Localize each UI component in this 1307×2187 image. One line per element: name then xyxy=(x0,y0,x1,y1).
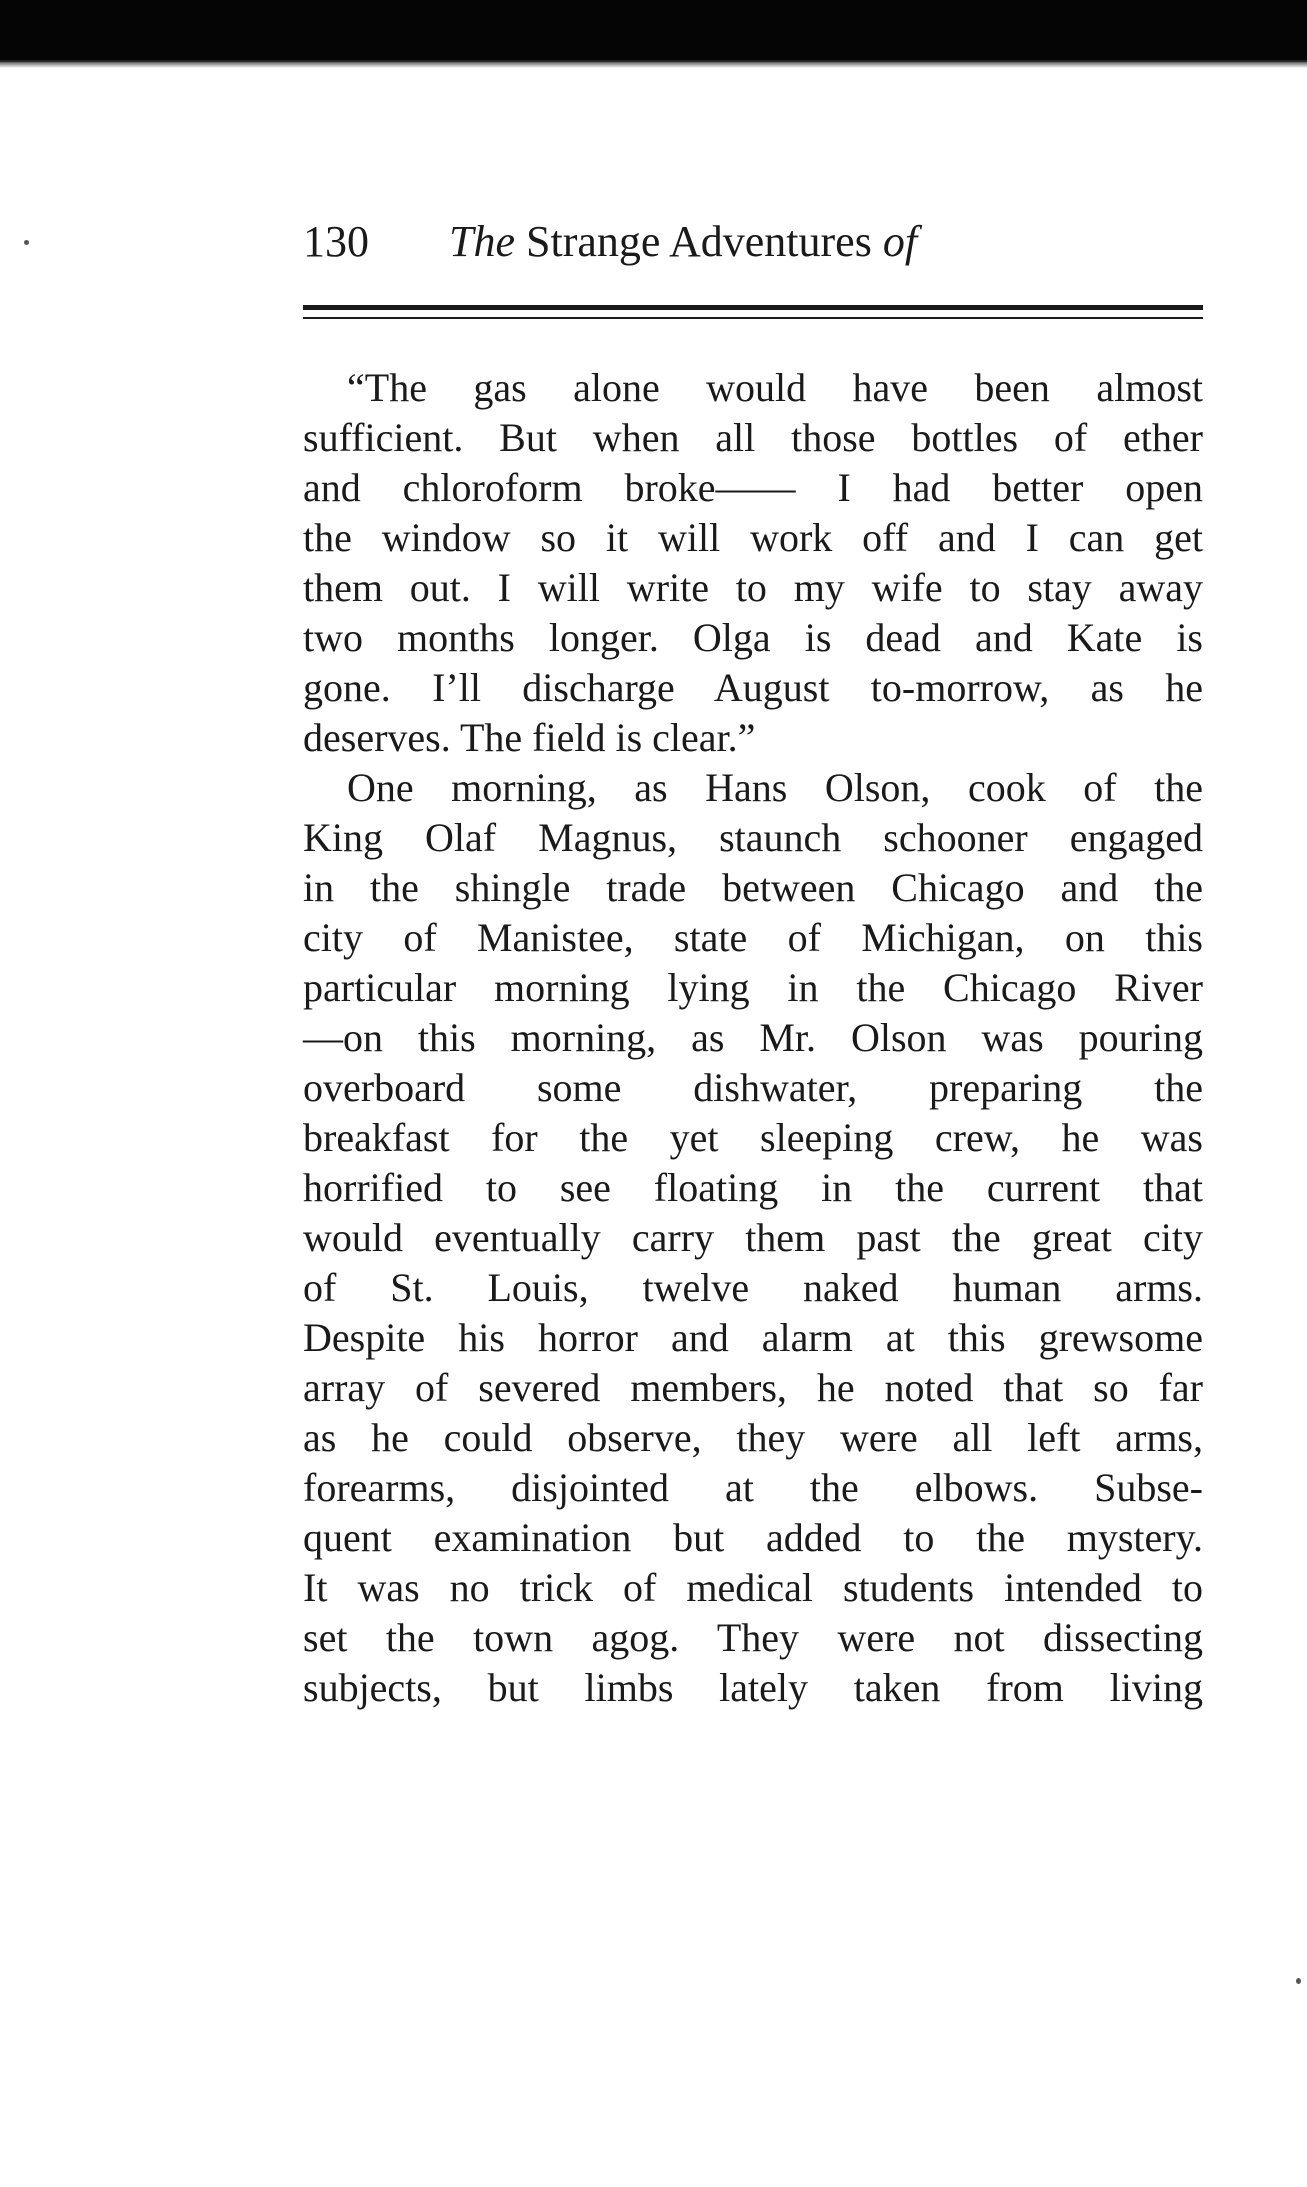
text-line: and chloroform broke—— I had better open xyxy=(303,465,1203,510)
head-rule-thin xyxy=(303,317,1203,319)
body-text xyxy=(303,363,1203,1713)
text-line: —on this morning, as Mr. Olson was pouring xyxy=(303,1015,1203,1060)
text-line: It was no trick of medical students intended to xyxy=(303,1565,1203,1610)
running-head-title-prefix: The xyxy=(449,217,515,266)
text-line: in the shingle trade between Chicago and the xyxy=(303,865,1203,910)
text-line: them out. I will write to my wife to stay away xyxy=(303,565,1203,610)
scan-speck xyxy=(24,240,29,245)
text-line: horrified to see floating in the current that xyxy=(303,1165,1203,1210)
text-line: particular morning lying in the Chicago River xyxy=(303,965,1203,1010)
text-line: sufficient. But when all those bottles of ether xyxy=(303,415,1203,460)
text-line: gone. I’ll discharge August to-morrow, as he xyxy=(303,665,1203,710)
text-line: King Olaf Magnus, staunch schooner engaged xyxy=(303,815,1203,860)
running-head-title-main: Strange Adventures xyxy=(526,217,872,266)
text-line: “The gas alone would have been almost xyxy=(347,365,1203,410)
running-head xyxy=(303,212,1203,272)
text-line: as he could observe, they were all left arms, xyxy=(303,1415,1203,1460)
text-line: subjects, but limbs lately taken from living xyxy=(303,1665,1203,1710)
text-line: forearms, disjointed at the elbows. Subse- xyxy=(303,1465,1203,1510)
text-line: Despite his horror and alarm at this grewsome xyxy=(303,1315,1203,1360)
text-line: One morning, as Hans Olson, cook of the xyxy=(347,765,1203,810)
text-line: set the town agog. They were not dissecting xyxy=(303,1615,1203,1660)
text-line: quent examination but added to the mystery. xyxy=(303,1515,1203,1560)
scan-top-border xyxy=(0,0,1307,62)
text-line: deserves. The field is clear.” xyxy=(303,715,756,760)
running-head-title-suffix: of xyxy=(882,217,918,266)
head-rule-thick xyxy=(303,305,1203,310)
text-line: array of severed members, he noted that so far xyxy=(303,1365,1203,1410)
text-line: breakfast for the yet sleeping crew, he was xyxy=(303,1115,1203,1160)
text-line: would eventually carry them past the great city xyxy=(303,1215,1203,1260)
text-line: of St. Louis, twelve naked human arms. xyxy=(303,1265,1203,1310)
text-line: city of Manistee, state of Michigan, on this xyxy=(303,915,1203,960)
scan-top-border-edge xyxy=(0,60,1307,68)
text-line: two months longer. Olga is dead and Kate is xyxy=(303,615,1203,660)
page-number: 130 xyxy=(303,217,369,266)
text-line: the window so it will work off and I can get xyxy=(303,515,1203,560)
scan-speck xyxy=(1296,1978,1301,1984)
text-line: overboard some dishwater, preparing the xyxy=(303,1065,1203,1110)
